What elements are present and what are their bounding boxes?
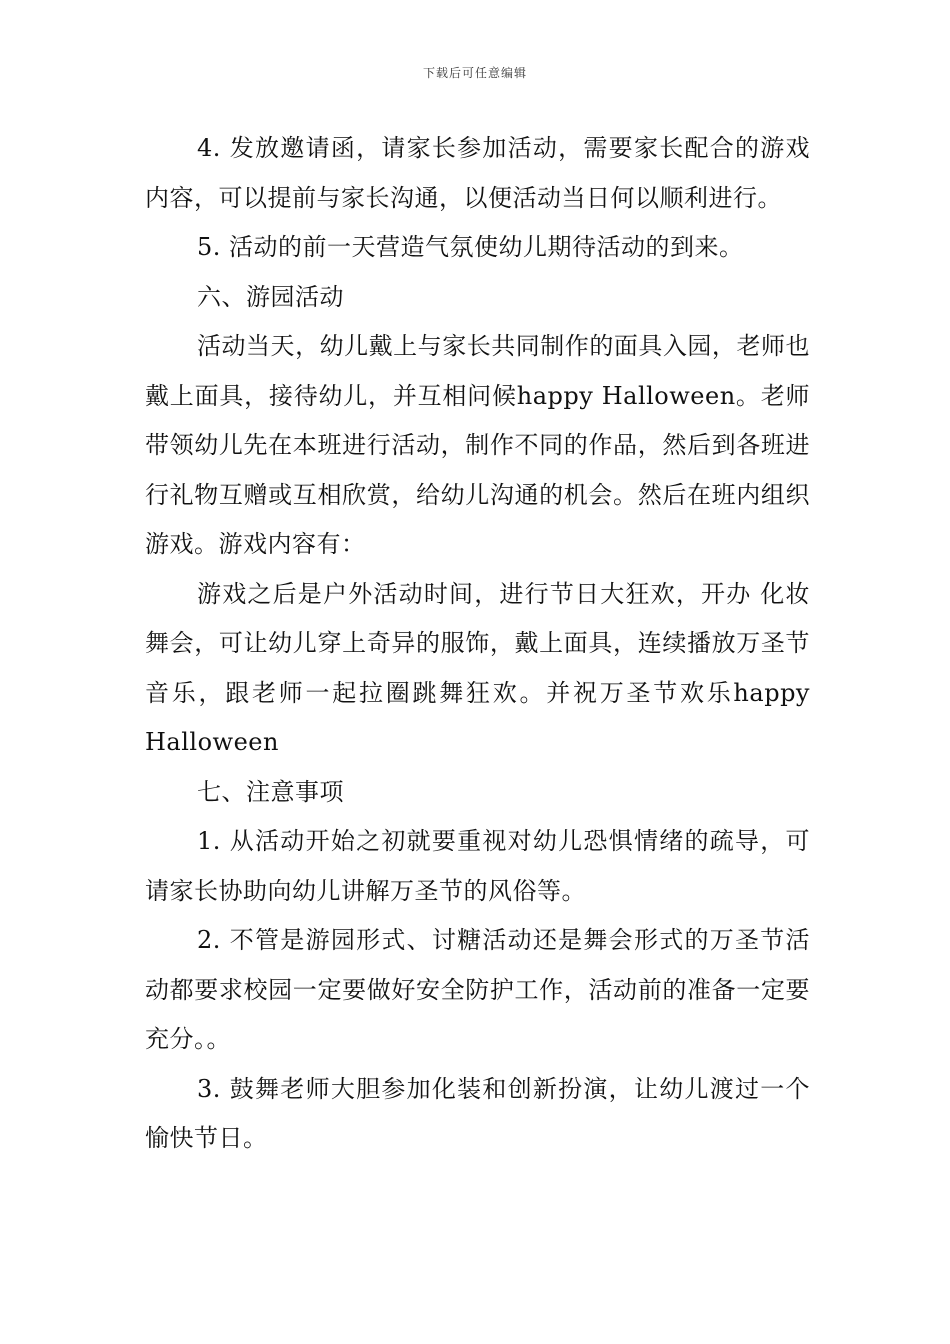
header-note: 下载后可任意编辑 [422,66,527,80]
section-heading-seven: 七、注意事项 [197,777,344,806]
paragraph-item-4: 4. 发放邀请函，请家长参加活动，需要家长配合的游戏内容，可以提前与家长沟通，以便活动当日何以顺利进行。 [145,134,810,212]
paragraph-outdoor-activity: 游戏之后是户外活动时间，进行节日大狂欢，开办 化妆舞会，可让幼儿穿上奇异的服饰，戴上面具，连续播放万圣节音乐，跟老师一起拉圈跳舞狂欢。并祝万圣节欢乐happy Halloween [145,579,819,756]
section-heading-six: 六、游园活动 [197,282,344,311]
paragraph-item-5: 5. 活动的前一天营造气氛使幼儿期待活动的到来。 [197,233,744,261]
note-item-3: 3. 鼓舞老师大胆参加化装和创新扮演，让幼儿渡过一个愉快节日。 [145,1074,810,1152]
document-body [145,124,819,1164]
note-item-2: 2. 不管是游园形式、讨糖活动还是舞会形式的万圣节活动都要求校园一定要做好安全防护工作，活动前的准备一定要充分。。 [145,926,810,1053]
note-item-1: 1. 从活动开始之初就要重视对幼儿恐惧情绪的疏导，可请家长协助向幼儿讲解万圣节的风俗等。 [145,827,810,905]
paragraph-activity-day: 活动当天，幼儿戴上与家长共同制作的面具入园，老师也戴上面具，接待幼儿，并互相问候happy Halloween。老师带领幼儿先在本班进行活动，制作不同的作品，然后到各班进行礼物互赠或互相欣赏，给幼儿沟通的机会。然后在班内组织游戏。游戏内容有： [145,332,810,558]
